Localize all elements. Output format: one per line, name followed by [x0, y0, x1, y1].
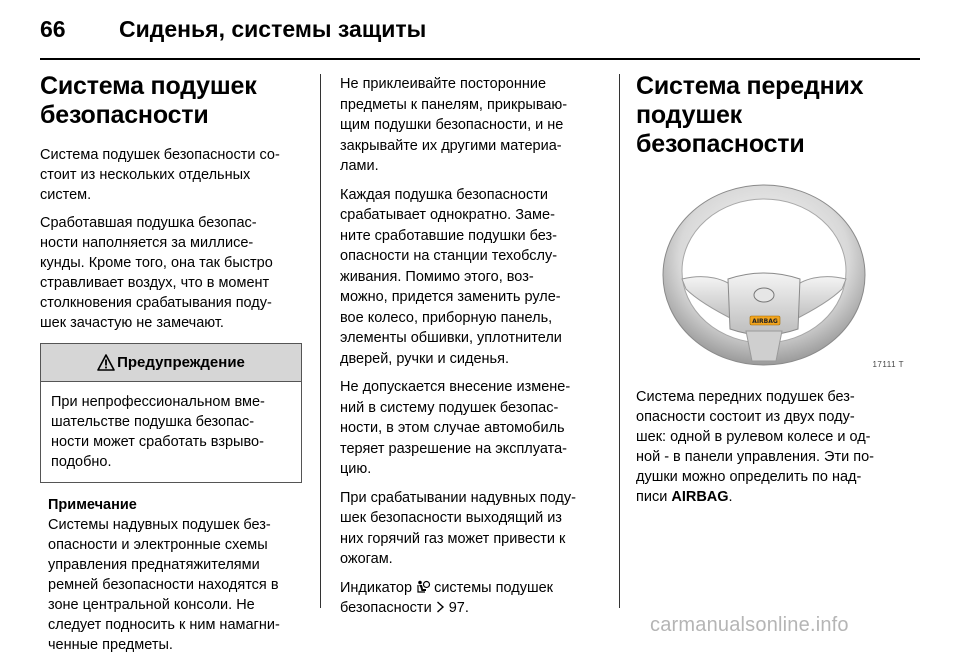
airbag-inscription: AIRBAG [671, 489, 729, 505]
header-rule [40, 58, 920, 60]
paragraph-no-modifications: Не допускается внесение измене- ний в систему подушек безопас- ности, в этом случае автомобиль теряет разрешение на эксплуата- цию. [340, 379, 571, 477]
warning-header [41, 344, 301, 382]
page-reference[interactable]: 97. [444, 600, 469, 616]
paragraph-single-use: Каждая подушка безопасности срабатывает однократно. Заме- ните сработавшие подушки без- опасности на станции техобслу- живания. Помимо этого, воз- можно, придется заменить руле- вое колесо, приборную панель, элементы обшивки, уплотнители дверей, ручки и сиденья. [340, 186, 562, 367]
warning-triangle-icon [97, 354, 115, 371]
heading-line: Система подушек [40, 72, 257, 100]
steering-wheel-illustration [636, 171, 906, 371]
note-body: Системы надувных подушек без- опасности и электронные схемы управления преднатяжителями ремней безопасности находятся в зоне центральной консоли. Не следует подносить к ним намагни- ченные предметы. [48, 517, 280, 653]
watermark: carmanualsonline.info [650, 614, 849, 636]
paragraph-no-stickers: Не приклеивайте посторонние предметы к панелям, прикрываю- щим подушки безопасности, и не закрывайте их другими материа- лами. [340, 76, 568, 174]
paragraph-deployment: Сработавшая подушка безопас- ности наполняется за миллисе- кунды. Кроме того, она так быстро стравливает воздух, что в момент столкновения срабатывания поду- шек зачастую не замечают. [40, 215, 273, 331]
section-heading-airbag-system [40, 72, 302, 130]
column-3 [636, 72, 906, 507]
column-divider-1 [320, 74, 321, 608]
note-block [40, 495, 302, 655]
warning-box [40, 343, 302, 483]
warning-title: Предупреждение [117, 354, 245, 371]
paragraph-indicator: Индикатор системы подушек безопасности 97. [340, 579, 553, 616]
column-1 [40, 72, 302, 655]
page-header [40, 16, 920, 56]
paragraph-intro: Система подушек безопасности со- стоит из нескольких отдельных систем. [40, 147, 280, 203]
column-2 [340, 74, 606, 619]
heading-line: Система передних [636, 72, 864, 100]
heading-line: подушек безопасности [636, 101, 805, 158]
paragraph-hot-gas: При срабатывании надувных поду- шек безопасности выходящий из них горячий газ может привести к ожогам. [340, 489, 576, 567]
paragraph-front-airbags: Система передних подушек без- опасности состоит из двух поду- шек: одной в рулевом колесе и од- ной - в панели управления. Эти по- душки можно определить по над- писи AIRBAG. [636, 389, 874, 505]
steering-wheel-figure [636, 171, 906, 371]
heading-line: безопасности [40, 101, 209, 129]
airbag-indicator-icon [416, 580, 430, 594]
wheel-airbag-label: AIRBAG [752, 318, 778, 325]
note-title: Примечание [48, 497, 137, 513]
page-number: 66 [40, 16, 66, 42]
warning-body: При непрофессиональном вме- шательстве подушка безопас- ности может сработать взрыво- подобно. [51, 394, 265, 470]
figure-code: 17111 T [872, 360, 904, 369]
running-title: Сиденья, системы защиты [119, 16, 427, 42]
column-divider-2 [619, 74, 620, 608]
page-reference-arrow-icon[interactable] [436, 601, 445, 613]
section-heading-front-airbags [636, 72, 906, 159]
